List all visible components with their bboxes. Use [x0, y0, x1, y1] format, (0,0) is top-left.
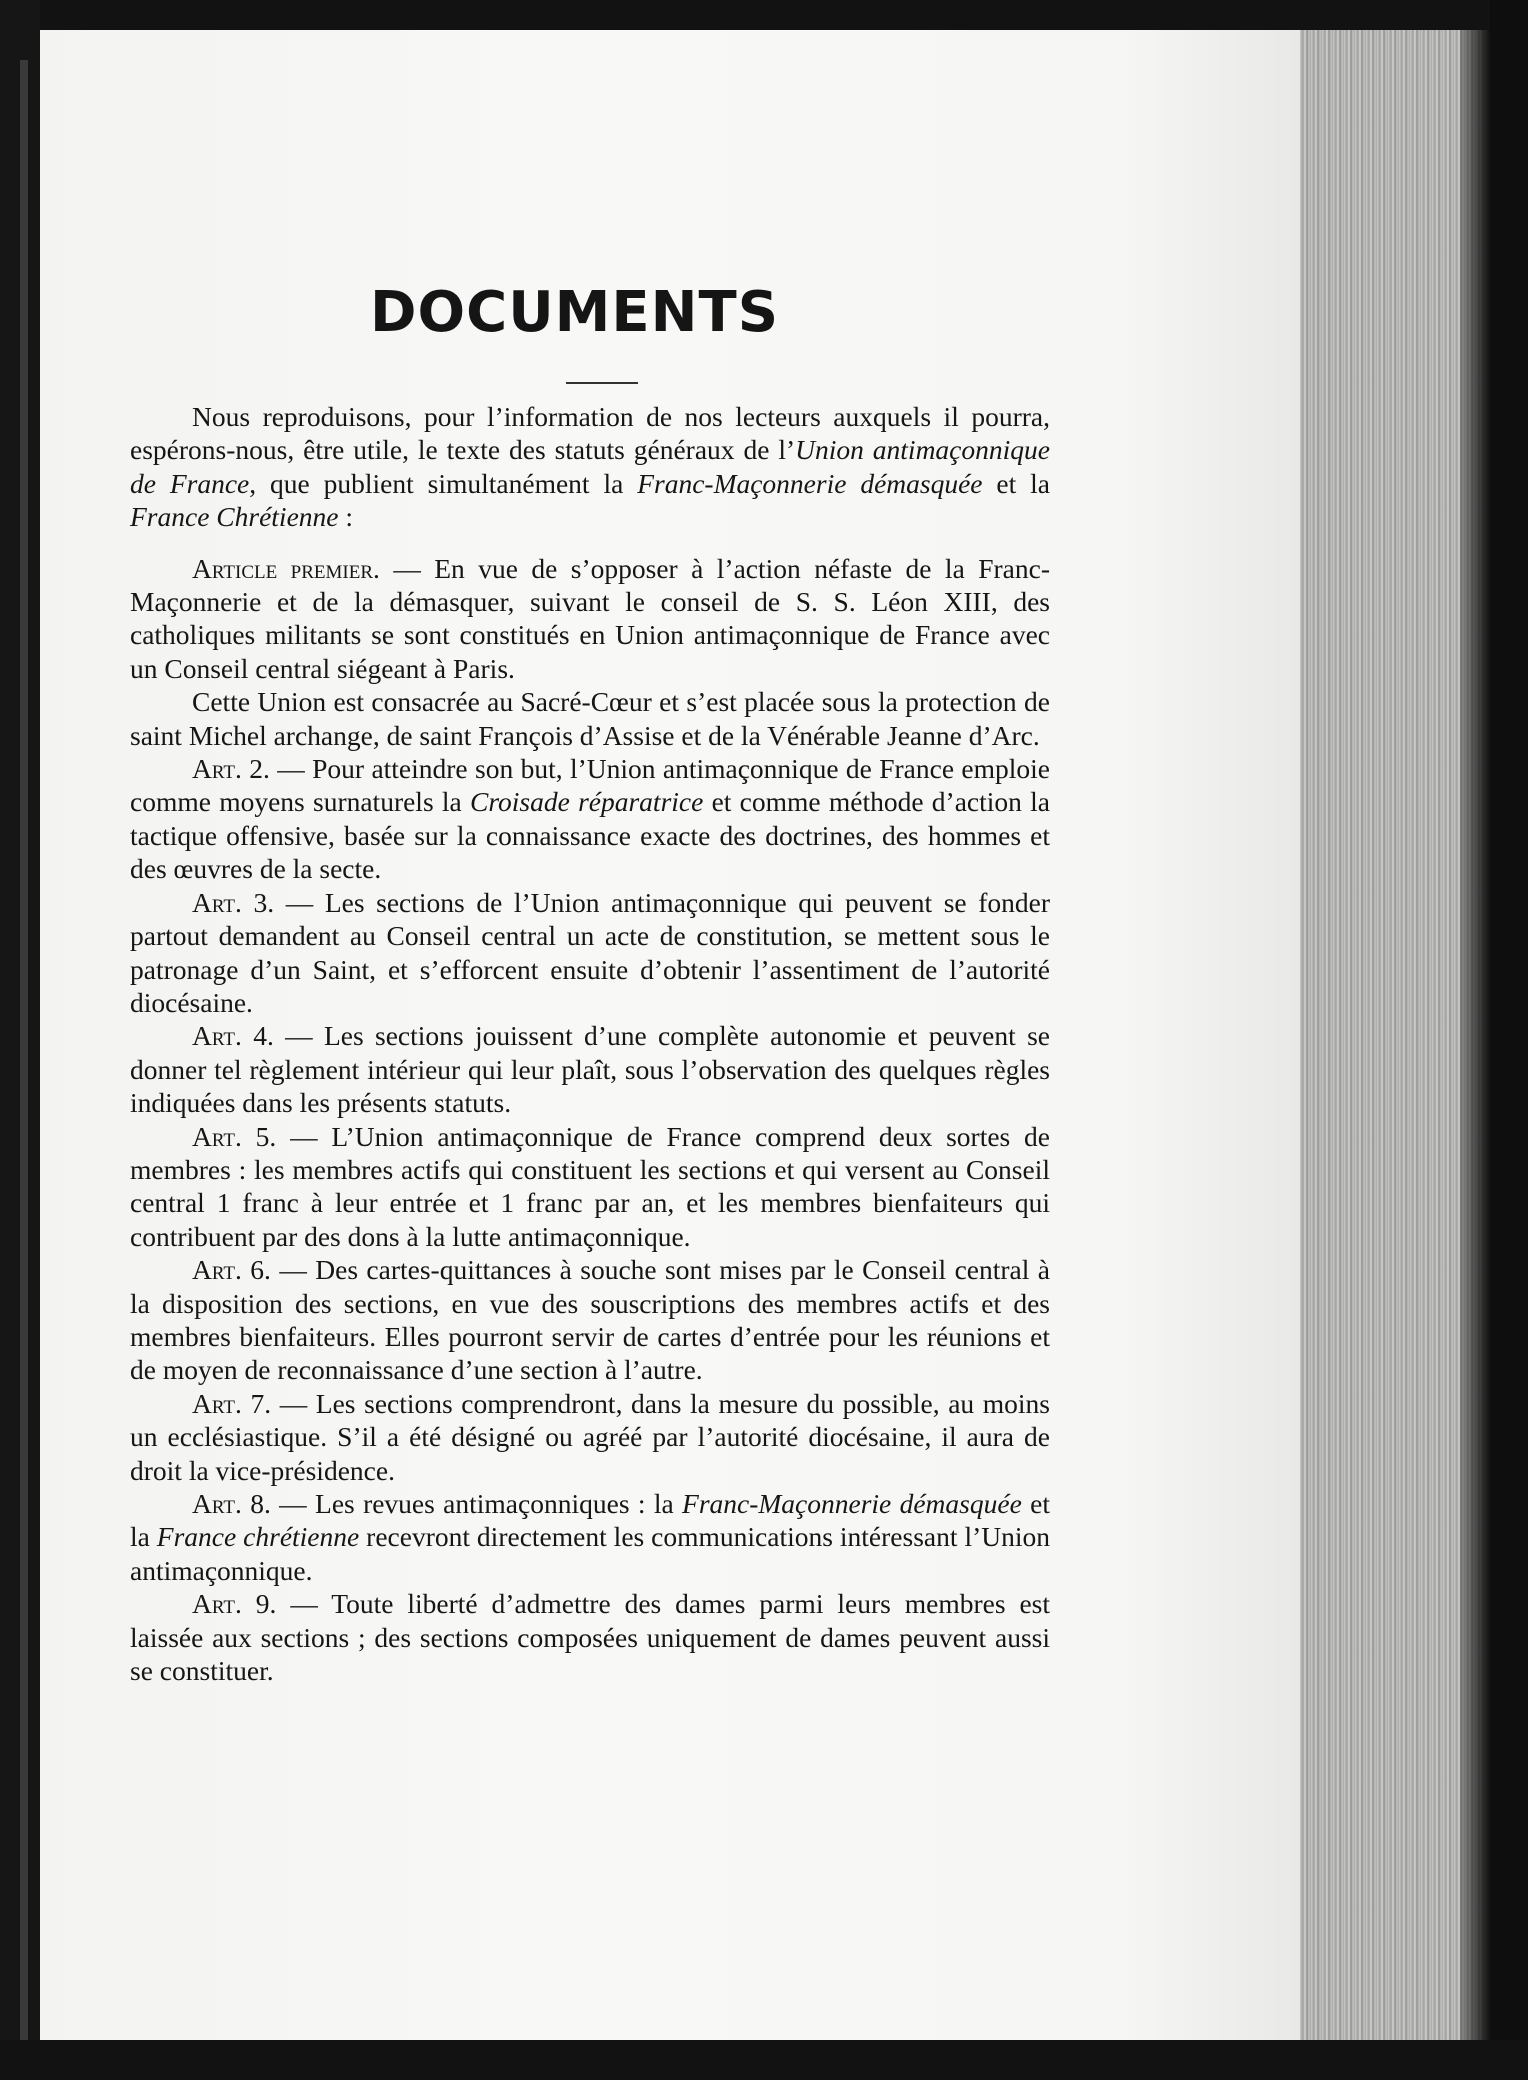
article-text: — Des cartes-quittances à souche sont mises par le Conseil central à la disposition des sections, en vue des souscriptions des membres actifs et des membres bienfaiteurs. Elles pourront servir de cartes d’entrée pour les réunions et de moyen de reconnaissance d’une section à l’autre.	[130, 1254, 1050, 1386]
article-text: — Les sections jouissent d’une complète autonomie et peuvent se donner tel règlement intérieur qui leur plaît, sous l’observation des quelques règles indiquées dans les présents statuts.	[130, 1020, 1050, 1119]
article-7	[130, 1387, 1050, 1487]
article-8	[130, 1487, 1050, 1587]
article-emphasis: France chrétienne	[156, 1521, 360, 1553]
document-body	[130, 400, 1050, 1687]
article-label: Art. 6.	[192, 1254, 271, 1286]
article-label: Art. 8.	[192, 1488, 271, 1519]
article-text: — Les sections comprendront, dans la mesure du possible, au moins un ecclésiastique. S’il a été désigné ou agréé par l’autorité diocésaine, il aura de droit la vice-présidence.	[130, 1387, 1051, 1486]
intro-text: :	[338, 501, 353, 533]
intro-text: et la	[982, 467, 1050, 499]
article-9	[130, 1587, 1050, 1687]
article-text: et la	[130, 1488, 1050, 1553]
article-text: — Les sections de l’Union antimaçonnique qui peuvent se fonder partout demandent au Conseil central un acte de constitution, se mettent sous le patronage d’un Saint, et s’efforcent ensuite d’obtenir l’assentiment de l’autorité diocésaine.	[130, 886, 1051, 1018]
intro-emphasis: France Chrétienne	[130, 501, 339, 533]
scan-border-left	[0, 0, 40, 2080]
article-emphasis: Franc-Maçonnerie démasquée	[682, 1488, 1022, 1519]
article-5	[130, 1120, 1050, 1254]
article-text: Cette Union est consacrée au Sacré-Cœur et s’est placée sous la protection de saint Michel archange, de saint François d’Assise et de la Vénérable Jeanne d’Arc.	[130, 686, 1050, 751]
intro-text: Nous reproduisons, pour l’information de nos lecteurs auxquels il pourra, espérons-nous, être utile, le texte des statuts généraux de l’	[130, 401, 1050, 466]
page-title: DOCUMENTS	[370, 280, 780, 345]
article-text: et comme méthode d’action la tactique offensive, basée sur la connaissance exacte des doctrines, des hommes et des œuvres de la secte.	[130, 786, 1050, 885]
binding-strip	[20, 60, 28, 2060]
article-text: — En vue de s’opposer à l’action néfaste de la Franc-Maçonnerie et de la démasquer, suivant le conseil de S. S. Léon XIII, des catholiques militants se sont constitués en Union antimaçonnique de France avec un Conseil central siégeant à Paris.	[130, 552, 1050, 684]
article-label: Art. 7.	[192, 1387, 272, 1419]
article-label: Art. 5.	[192, 1120, 277, 1152]
article-3	[130, 886, 1050, 1020]
article-label: Art. 4.	[192, 1020, 274, 1052]
article-label: Art. 3.	[192, 886, 275, 918]
intro-paragraph	[130, 400, 1050, 534]
page-edges	[1300, 30, 1490, 2040]
intro-text: , que publient simultanément la	[249, 467, 638, 499]
title-rule	[566, 382, 638, 384]
article-label: Art. 2.	[192, 753, 270, 785]
article-4	[130, 1019, 1050, 1119]
scan-border-bottom	[0, 2040, 1528, 2080]
article-2	[130, 752, 1050, 886]
article-1-continued	[130, 685, 1050, 752]
article-text: — Toute liberté d’admettre des dames parmi leurs membres est laissée aux sections ; des sections composées uniquement de dames peuvent aussi se constituer.	[130, 1588, 1051, 1687]
article-text: — Pour atteindre son but, l’Union antimaçonnique de France emploie comme moyens surnaturels la	[130, 753, 1051, 818]
article-6	[130, 1253, 1050, 1387]
scan-border-right	[1490, 0, 1528, 2080]
intro-emphasis: Franc-Maçonnerie démasquée	[637, 467, 983, 499]
article-label: Art. 9.	[192, 1588, 277, 1620]
article-1	[130, 552, 1050, 686]
article-emphasis: Croisade réparatrice	[470, 786, 704, 818]
article-text: — L’Union antimaçonnique de France comprend deux sortes de membres : les membres actifs qui constituent les sections et qui versent au Conseil central 1 franc à leur entrée et 1 franc par an, et les membres bienfaiteurs qui contribuent par des dons à la lutte antimaçonnique.	[130, 1120, 1051, 1252]
article-label: Article premier.	[192, 552, 380, 584]
article-text: — Les revues antimaçonniques : la	[270, 1488, 683, 1519]
intro-emphasis: Union antimaçonnique de France	[130, 434, 1050, 499]
article-text: recevront directement les communications intéressant l’Union antimaçonnique.	[130, 1521, 1050, 1586]
